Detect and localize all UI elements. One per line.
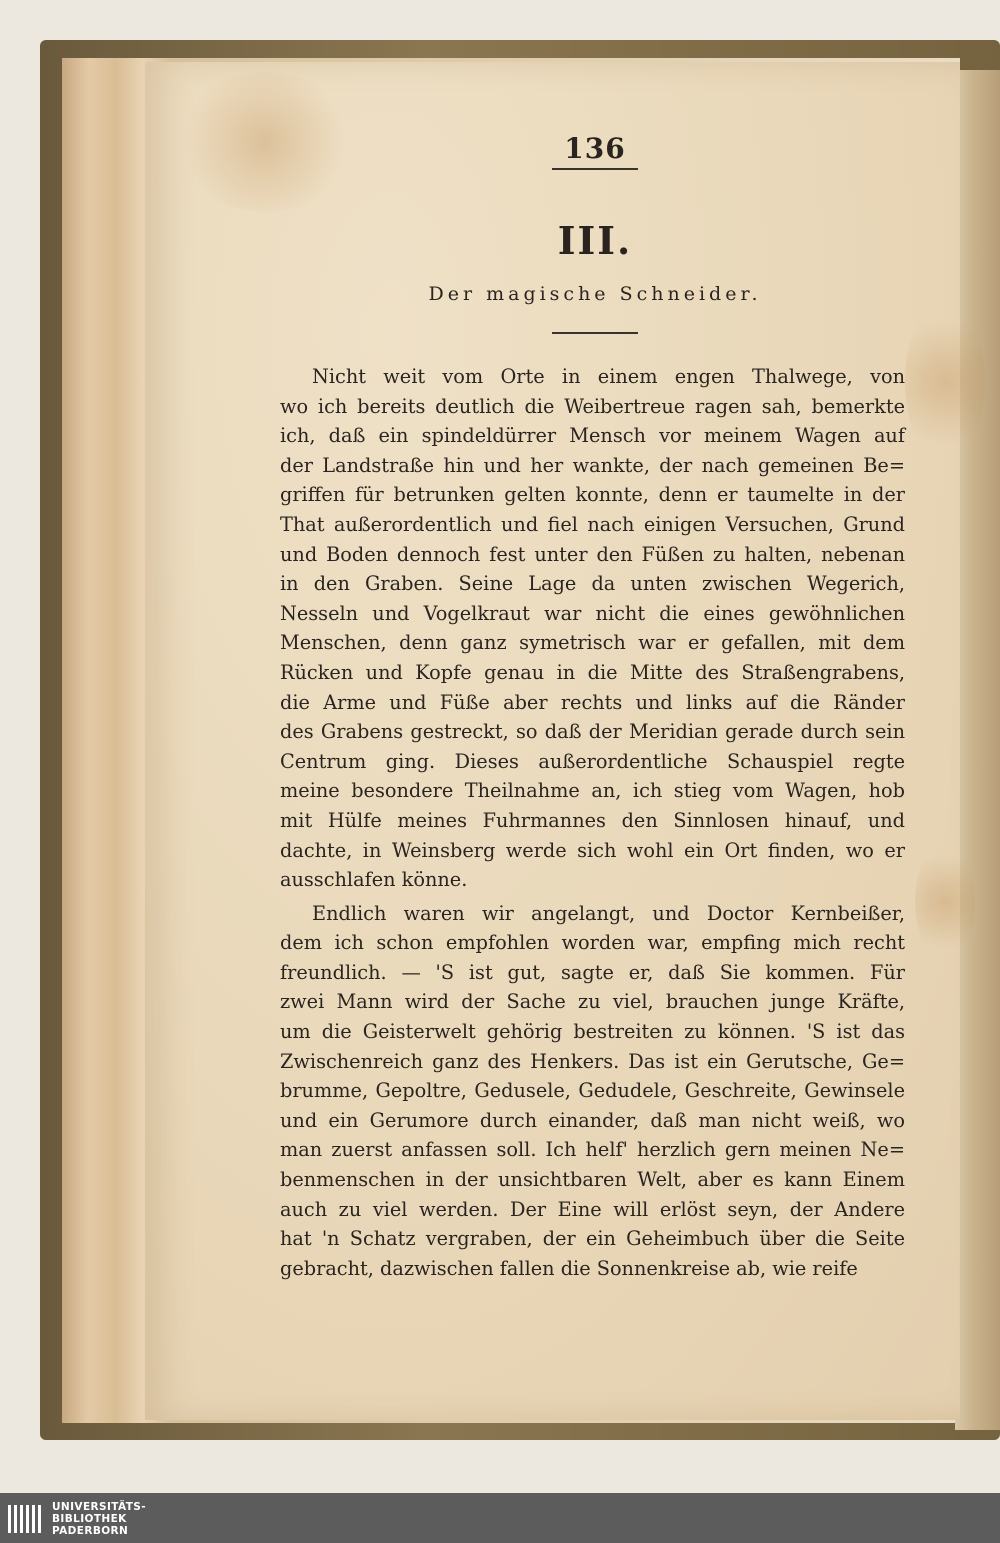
text-line: und Boden dennoch fest unter den Füßen zu halten, nebenan xyxy=(280,542,905,566)
text-line: des Grabens gestreckt, so daß der Meridian gerade durch sein xyxy=(280,720,905,744)
text-line: um die Geisterwelt gehörig bestreiten zu können. 'S ist das xyxy=(280,1020,905,1044)
text-line: dem ich schon empfohlen worden war, empfing mich recht xyxy=(280,931,905,955)
text-line: auch zu viel werden. Der Eine will erlöst seyn, der Andere xyxy=(280,1197,905,1221)
text-line: Rücken und Kopfe genau in die Mitte des Straßengrabens, xyxy=(280,660,905,684)
text-line: Menschen, denn ganz symetrisch war er gefallen, mit dem xyxy=(280,631,905,655)
text-line: der Landstraße hin und her wankte, der nach gemeinen Be= xyxy=(280,453,905,477)
footer-line-1: UNIVERSITÄTS- xyxy=(52,1501,147,1513)
text-line: in den Graben. Seine Lage da unten zwischen Wegerich, xyxy=(280,572,905,596)
text-line: That außerordentlich und fiel nach einigen Versuchen, Grund xyxy=(280,512,905,536)
chapter-title: Der magische Schneider. xyxy=(428,283,762,305)
body-text xyxy=(280,362,905,1283)
text-line: Nesseln und Vogelkraut war nicht die eines gewöhnlichen xyxy=(280,601,905,625)
chapter-number: III. xyxy=(557,218,633,263)
text-line: man zuerst anfassen soll. Ich helf' herzlich gern meinen Ne= xyxy=(280,1138,905,1162)
footer-line-3: PADERBORN xyxy=(52,1525,129,1537)
text-line: dachte, in Weinsberg werde sich wohl ein Ort finden, wo er xyxy=(280,838,905,862)
text-line: brumme, Gepoltre, Gedusele, Gedudele, Geschreite, Gewinsele xyxy=(280,1079,905,1103)
text-line: freundlich. — 'S ist gut, sagte er, daß Sie kommen. Für xyxy=(280,960,905,984)
library-footer xyxy=(0,1493,1000,1543)
footer-line-2: BIBLIOTHEK xyxy=(52,1513,127,1525)
text-line: wo ich bereits deutlich die Weibertreue ragen sah, bemerkte xyxy=(280,394,905,418)
text-line: benmenschen in der unsichtbaren Welt, aber es kann Einem xyxy=(280,1168,905,1192)
text-line: ich, daß ein spindeldürrer Mensch vor meinem Wagen auf xyxy=(280,424,905,448)
text-line: hat 'n Schatz vergraben, der ein Geheimbuch über die Seite xyxy=(280,1227,905,1251)
page-number-underline xyxy=(552,168,638,170)
text-line: Centrum ging. Dieses außerordentliche Schauspiel regte xyxy=(280,749,905,773)
library-bars-logo-icon xyxy=(8,1505,46,1533)
text-line: und ein Gerumore durch einander, daß man nicht weiß, wo xyxy=(280,1108,905,1132)
text-line: Zwischenreich ganz des Henkers. Das ist ein Gerutsche, Ge= xyxy=(280,1049,905,1073)
text-line: zwei Mann wird der Sache zu viel, brauchen junge Kräfte, xyxy=(280,990,905,1014)
text-line: ausschlafen könne. xyxy=(280,868,468,892)
text-line: gebracht, dazwischen fallen die Sonnenkreise ab, wie reife xyxy=(280,1256,858,1280)
text-line: Endlich waren wir angelangt, und Doctor Kernbeißer, xyxy=(312,901,905,925)
text-line: die Arme und Füße aber rechts und links auf die Ränder xyxy=(280,690,905,714)
chapter-divider xyxy=(552,332,638,334)
text-line: meine besondere Theilnahme an, ich stieg vom Wagen, hob xyxy=(280,779,905,803)
text-line: griffen für betrunken gelten konnte, denn er taumelte in der xyxy=(280,483,905,507)
page-number: 136 xyxy=(564,132,626,165)
text-line: Nicht weit vom Orte in einem engen Thalwege, von xyxy=(312,365,905,388)
text-line: mit Hülfe meines Fuhrmannes den Sinnlosen hinauf, und xyxy=(280,808,905,832)
